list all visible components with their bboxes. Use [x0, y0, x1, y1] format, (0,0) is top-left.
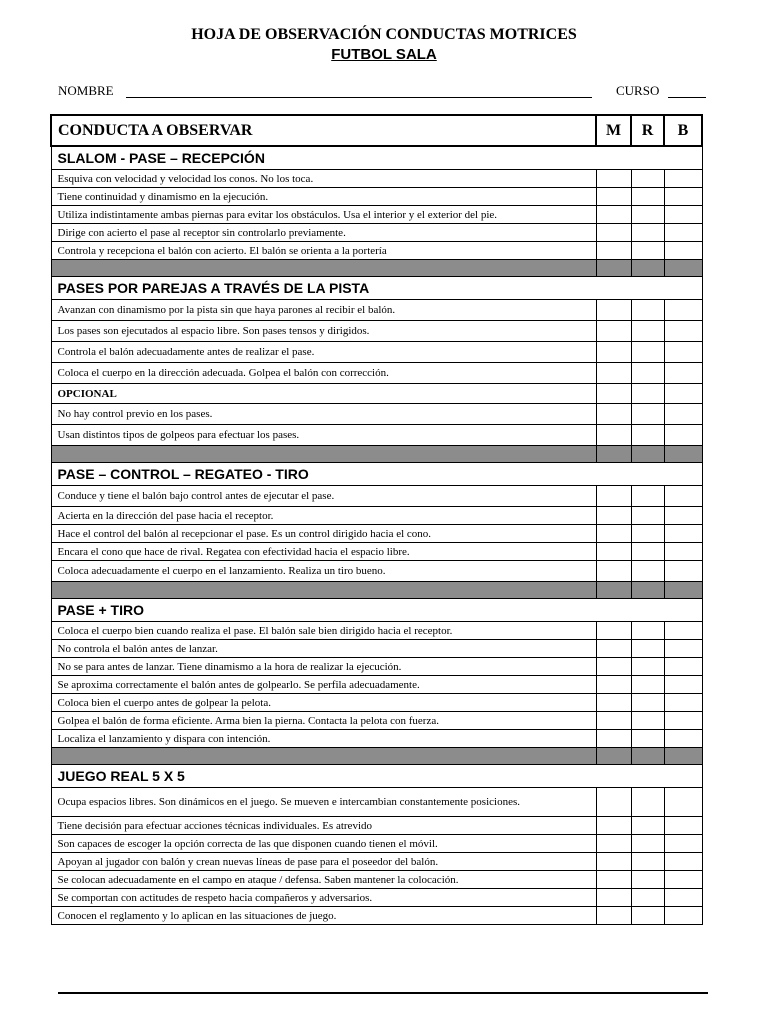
section-separator — [51, 260, 702, 277]
page-subtitle — [0, 46, 768, 64]
m-cell[interactable] — [596, 871, 631, 889]
b-cell[interactable] — [664, 242, 702, 260]
separator-cell — [664, 446, 702, 463]
conduct-text: Usan distintos tipos de golpeos para efectuar los pases. — [51, 425, 596, 446]
subtitle-text: FUTBOL SALA — [331, 46, 437, 63]
b-cell[interactable] — [664, 300, 702, 321]
m-cell[interactable] — [596, 730, 631, 748]
m-cell[interactable] — [596, 788, 631, 817]
table-row — [51, 676, 702, 694]
b-cell[interactable] — [664, 404, 702, 425]
r-cell[interactable] — [631, 404, 664, 425]
section-header — [51, 277, 702, 300]
b-cell[interactable] — [664, 425, 702, 446]
b-cell[interactable] — [664, 224, 702, 242]
conduct-text: Hace el control del balón al recepcionar el pase. Es un control dirigido hacia el cono. — [51, 525, 596, 543]
table-row — [51, 425, 702, 446]
observation-table — [50, 114, 703, 925]
b-cell[interactable] — [664, 694, 702, 712]
r-cell[interactable] — [631, 871, 664, 889]
b-cell[interactable] — [664, 342, 702, 363]
section-title: PASE + TIRO — [51, 599, 702, 622]
separator-cell — [631, 446, 664, 463]
m-cell[interactable] — [596, 561, 631, 582]
table-row — [51, 622, 702, 640]
conduct-text: No se para antes de lanzar. Tiene dinamismo a la hora de realizar la ejecución. — [51, 658, 596, 676]
m-column-header: M — [596, 115, 631, 146]
b-cell[interactable] — [664, 730, 702, 748]
optional-row — [51, 384, 702, 404]
b-cell[interactable] — [664, 321, 702, 342]
separator-cell — [596, 582, 631, 599]
conduct-text: Golpea el balón de forma eficiente. Arma bien la pierna. Contacta la pelota con fuerza. — [51, 712, 596, 730]
conduct-text: Encara el cono que hace de rival. Regatea con efectividad hacia el espacio libre. — [51, 543, 596, 561]
b-cell[interactable] — [664, 676, 702, 694]
table-row — [51, 507, 702, 525]
conduct-text: Acierta en la dirección del pase hacia el receptor. — [51, 507, 596, 525]
r-cell[interactable] — [631, 242, 664, 260]
r-cell[interactable] — [631, 507, 664, 525]
r-cell[interactable] — [631, 730, 664, 748]
r-cell[interactable] — [631, 889, 664, 907]
conduct-text: Avanzan con dinamismo por la pista sin que haya parones al recibir el balón. — [51, 300, 596, 321]
r-cell[interactable] — [631, 543, 664, 561]
r-cell[interactable] — [631, 188, 664, 206]
table-row — [51, 404, 702, 425]
table-row — [51, 853, 702, 871]
course-label: CURSO — [616, 83, 660, 98]
b-cell[interactable] — [664, 206, 702, 224]
b-cell[interactable] — [664, 170, 702, 188]
separator-cell — [631, 260, 664, 277]
table-row — [51, 242, 702, 260]
conduct-text: Controla el balón adecuadamente antes de realizar el pase. — [51, 342, 596, 363]
r-cell[interactable] — [631, 907, 664, 925]
m-cell[interactable] — [596, 889, 631, 907]
conduct-text: Los pases son ejecutados al espacio libre. Son pases tensos y dirigidos. — [51, 321, 596, 342]
r-cell[interactable] — [631, 525, 664, 543]
r-cell[interactable] — [631, 486, 664, 507]
m-cell[interactable] — [596, 853, 631, 871]
conduct-text: Se colocan adecuadamente en el campo en ataque / defensa. Saben mantener la colocación. — [51, 871, 596, 889]
r-cell[interactable] — [631, 658, 664, 676]
m-cell[interactable] — [596, 817, 631, 835]
r-cell[interactable] — [631, 622, 664, 640]
b-cell[interactable] — [664, 788, 702, 817]
m-cell[interactable] — [596, 188, 631, 206]
b-cell[interactable] — [664, 188, 702, 206]
b-cell[interactable] — [664, 712, 702, 730]
separator-cell — [596, 260, 631, 277]
section-separator — [51, 582, 702, 599]
conduct-text: Conduce y tiene el balón bajo control antes de ejecutar el pase. — [51, 486, 596, 507]
r-cell[interactable] — [631, 676, 664, 694]
m-cell[interactable] — [596, 694, 631, 712]
b-cell[interactable] — [664, 363, 702, 384]
r-column-header: R — [631, 115, 664, 146]
table-row — [51, 543, 702, 561]
table-row — [51, 694, 702, 712]
r-cell[interactable] — [631, 694, 664, 712]
table-row — [51, 224, 702, 242]
r-cell[interactable] — [631, 170, 664, 188]
conduct-text: Se aproxima correctamente el balón antes de golpearlo. Se perfila adecuadamente. — [51, 676, 596, 694]
table-row — [51, 712, 702, 730]
conduct-text: Coloca el cuerpo bien cuando realiza el pase. El balón sale bien dirigido hacia el receptor. — [51, 622, 596, 640]
conduct-text: Son capaces de escoger la opción correcta de las que disponen cuando tienen el móvil. — [51, 835, 596, 853]
conduct-text: Coloca adecuadamente el cuerpo en el lanzamiento. Realiza un tiro bueno. — [51, 561, 596, 582]
m-cell[interactable] — [596, 321, 631, 342]
table-row — [51, 817, 702, 835]
table-row — [51, 788, 702, 817]
conduct-text: Utiliza indistintamente ambas piernas para evitar los obstáculos. Usa el interior y el exterior del pie. — [51, 206, 596, 224]
table-row — [51, 525, 702, 543]
b-cell[interactable] — [664, 871, 702, 889]
m-cell[interactable] — [596, 170, 631, 188]
r-cell[interactable] — [631, 224, 664, 242]
m-cell[interactable] — [596, 640, 631, 658]
m-cell[interactable] — [596, 658, 631, 676]
b-cell[interactable] — [664, 835, 702, 853]
section-header — [51, 599, 702, 622]
m-cell[interactable] — [596, 242, 631, 260]
page-title: HOJA DE OBSERVACIÓN CONDUCTAS MOTRICES — [191, 26, 577, 43]
r-cell[interactable] — [631, 300, 664, 321]
table-row — [51, 871, 702, 889]
m-cell[interactable] — [596, 384, 631, 404]
r-cell[interactable] — [631, 321, 664, 342]
b-cell[interactable] — [664, 561, 702, 582]
m-cell[interactable] — [596, 206, 631, 224]
separator-cell — [664, 582, 702, 599]
separator-cell — [664, 748, 702, 765]
table-row — [51, 300, 702, 321]
r-cell[interactable] — [631, 363, 664, 384]
table-row — [51, 363, 702, 384]
separator-cell — [631, 748, 664, 765]
r-cell[interactable] — [631, 853, 664, 871]
b-column-header: B — [664, 115, 702, 146]
m-cell[interactable] — [596, 543, 631, 561]
table-row — [51, 486, 702, 507]
conduct-text: Coloca bien el cuerpo antes de golpear la pelota. — [51, 694, 596, 712]
conduct-text: Apoyan al jugador con balón y crean nuevas líneas de pase para el poseedor del balón. — [51, 853, 596, 871]
section-title: PASE – CONTROL – REGATEO - TIRO — [51, 463, 702, 486]
conduct-text: Ocupa espacios libres. Son dinámicos en el juego. Se mueven e intercambian constantemente posiciones. — [51, 788, 596, 817]
conduct-column-header: CONDUCTA A OBSERVAR — [51, 115, 596, 146]
separator-cell — [631, 582, 664, 599]
b-cell[interactable] — [664, 486, 702, 507]
table-header-row — [51, 115, 702, 146]
table-row — [51, 170, 702, 188]
r-cell[interactable] — [631, 640, 664, 658]
separator-cell — [51, 446, 596, 463]
section-separator — [51, 446, 702, 463]
separator-cell — [51, 260, 596, 277]
separator-cell — [596, 748, 631, 765]
table-row — [51, 658, 702, 676]
m-cell[interactable] — [596, 835, 631, 853]
table-row — [51, 730, 702, 748]
separator-cell — [51, 748, 596, 765]
conduct-text: Conocen el reglamento y lo aplican en las situaciones de juego. — [51, 907, 596, 925]
b-cell[interactable] — [664, 889, 702, 907]
section-title: JUEGO REAL 5 X 5 — [51, 765, 702, 788]
r-cell[interactable] — [631, 561, 664, 582]
section-header — [51, 146, 702, 170]
name-field[interactable] — [126, 97, 592, 98]
m-cell[interactable] — [596, 622, 631, 640]
m-cell[interactable] — [596, 907, 631, 925]
table-row — [51, 342, 702, 363]
m-cell[interactable] — [596, 676, 631, 694]
b-cell[interactable] — [664, 658, 702, 676]
m-cell[interactable] — [596, 224, 631, 242]
table-row — [51, 321, 702, 342]
r-cell[interactable] — [631, 817, 664, 835]
conduct-text: Localiza el lanzamiento y dispara con intención. — [51, 730, 596, 748]
r-cell[interactable] — [631, 788, 664, 817]
m-cell[interactable] — [596, 342, 631, 363]
conduct-text: Dirige con acierto el pase al receptor sin controlarlo previamente. — [51, 224, 596, 242]
conduct-text: Se comportan con actitudes de respeto hacia compañeros y adversarios. — [51, 889, 596, 907]
separator-cell — [51, 582, 596, 599]
student-info-row — [58, 82, 708, 100]
m-cell[interactable] — [596, 486, 631, 507]
section-header — [51, 463, 702, 486]
table-row — [51, 188, 702, 206]
r-cell[interactable] — [631, 342, 664, 363]
m-cell[interactable] — [596, 404, 631, 425]
table-row — [51, 206, 702, 224]
b-cell[interactable] — [664, 384, 702, 404]
conduct-text: No controla el balón antes de lanzar. — [51, 640, 596, 658]
m-cell[interactable] — [596, 525, 631, 543]
conduct-text: Esquiva con velocidad y velocidad los conos. No los toca. — [51, 170, 596, 188]
table-row — [51, 835, 702, 853]
conduct-text: Tiene continuidad y dinamismo en la ejecución. — [51, 188, 596, 206]
m-cell[interactable] — [596, 363, 631, 384]
table-row — [51, 561, 702, 582]
b-cell[interactable] — [664, 622, 702, 640]
section-title: PASES POR PAREJAS A TRAVÉS DE LA PISTA — [51, 277, 702, 300]
b-cell[interactable] — [664, 853, 702, 871]
b-cell[interactable] — [664, 907, 702, 925]
b-cell[interactable] — [664, 640, 702, 658]
b-cell[interactable] — [664, 543, 702, 561]
m-cell[interactable] — [596, 712, 631, 730]
table-row — [51, 907, 702, 925]
course-field[interactable] — [668, 97, 706, 98]
r-cell[interactable] — [631, 835, 664, 853]
conduct-text: Coloca el cuerpo en la dirección adecuada. Golpea el balón con corrección. — [51, 363, 596, 384]
b-cell[interactable] — [664, 525, 702, 543]
separator-cell — [664, 260, 702, 277]
m-cell[interactable] — [596, 300, 631, 321]
m-cell[interactable] — [596, 425, 631, 446]
r-cell[interactable] — [631, 206, 664, 224]
optional-label: OPCIONAL — [51, 384, 596, 404]
m-cell[interactable] — [596, 507, 631, 525]
conduct-text: No hay control previo en los pases. — [51, 404, 596, 425]
r-cell[interactable] — [631, 712, 664, 730]
footer-rule — [58, 992, 708, 994]
r-cell[interactable] — [631, 384, 664, 404]
table-row — [51, 640, 702, 658]
section-title: SLALOM - PASE – RECEPCIÓN — [51, 146, 702, 170]
b-cell[interactable] — [664, 817, 702, 835]
r-cell[interactable] — [631, 425, 664, 446]
conduct-text: Controla y recepciona el balón con acierto. El balón se orienta a la portería — [51, 242, 596, 260]
separator-cell — [596, 446, 631, 463]
b-cell[interactable] — [664, 507, 702, 525]
section-separator — [51, 748, 702, 765]
conduct-text: Tiene decisión para efectuar acciones técnicas individuales. Es atrevido — [51, 817, 596, 835]
section-header — [51, 765, 702, 788]
table-row — [51, 889, 702, 907]
name-label: NOMBRE — [58, 83, 114, 98]
